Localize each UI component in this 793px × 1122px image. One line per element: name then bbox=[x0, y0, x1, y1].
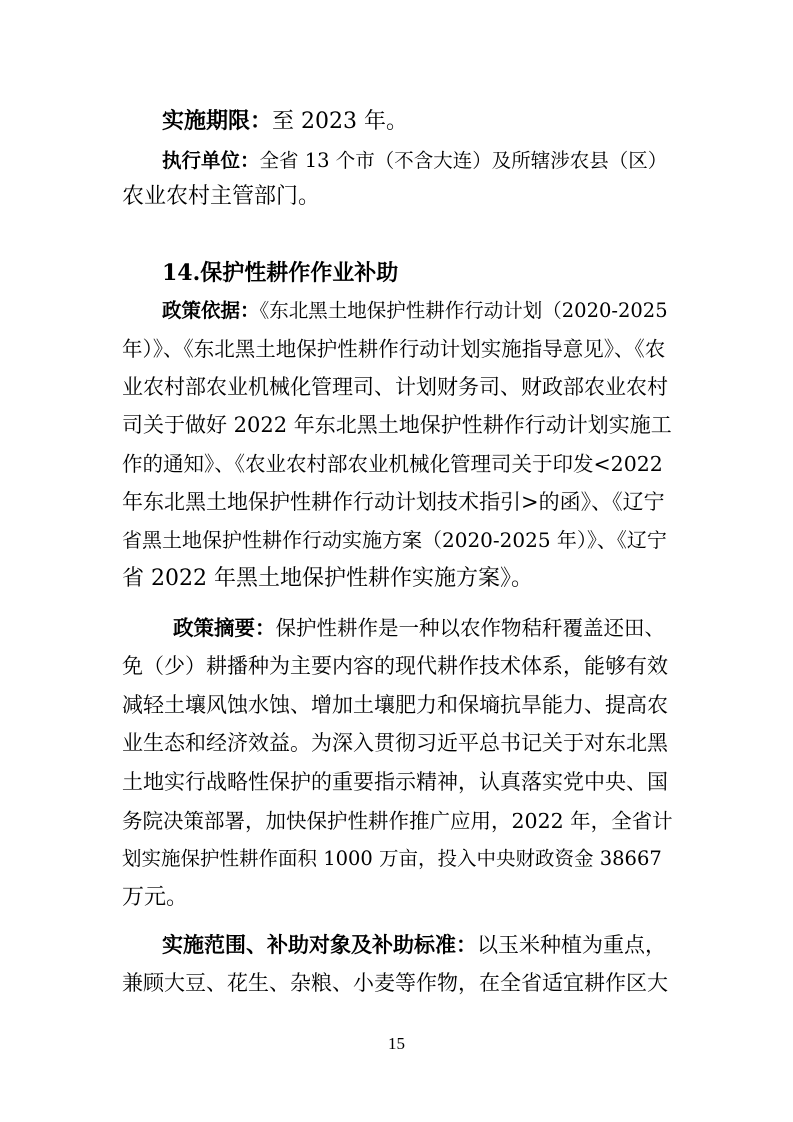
summary-text-1: 保护性耕作是一种以农作物秸秆覆盖还田、 bbox=[275, 616, 665, 640]
summary-line-2: 免（少）耕播种为主要内容的现代耕作技术体系，能够有效 bbox=[122, 654, 668, 678]
period-text: 至 2023 年。 bbox=[272, 109, 408, 134]
summary-line-7: 划实施保护性耕作面积 1000 万亩，投入中央财政资金 38667 bbox=[122, 847, 662, 870]
summary-line-1 bbox=[173, 613, 675, 643]
unit-line-2: 农业农村主管部门。 bbox=[122, 184, 321, 209]
basis-line-7: 省黑土地保护性耕作行动实施方案（2020-2025 年）》、《辽宁 bbox=[122, 528, 667, 552]
summary-label: 政策摘要： bbox=[173, 616, 276, 640]
summary-line-6: 务院决策部署，加快保护性耕作推广应用，2022 年，全省计 bbox=[122, 809, 673, 833]
section-heading: 14.保护性耕作作业补助 bbox=[162, 260, 399, 286]
period-line bbox=[162, 106, 675, 137]
basis-line-3: 业农村部农业机械化管理司、计划财务司、财政部农业农村 bbox=[122, 375, 668, 399]
summary-line-3: 减轻土壤风蚀水蚀、增加土壤肥力和保墒抗旱能力、提高农 bbox=[122, 693, 668, 717]
scope-line-1 bbox=[162, 930, 675, 960]
summary-line-4: 业生态和经济效益。为深入贯彻习近平总书记关于对东北黑 bbox=[122, 731, 668, 755]
basis-text-1: 《东北黑土地保护性耕作行动计划（2020-2025 bbox=[259, 299, 668, 322]
basis-line-1 bbox=[162, 296, 675, 326]
basis-line-6: 年东北黑土地保护性耕作行动计划技术指引>的函》、《辽宁 bbox=[122, 490, 665, 514]
basis-line-8: 省 2022 年黑土地保护性耕作实施方案》。 bbox=[122, 566, 533, 591]
basis-line-4: 司关于做好 2022 年东北黑土地保护性耕作行动计划实施工 bbox=[122, 413, 672, 437]
summary-line-5: 土地实行战略性保护的重要指示精神，认真落实党中央、国 bbox=[122, 770, 668, 794]
page-number: 15 bbox=[388, 1034, 405, 1053]
unit-label: 执行单位： bbox=[162, 149, 260, 172]
scope-line-2: 兼顾大豆、花生、杂粮、小麦等作物，在全省适宜耕作区大 bbox=[122, 971, 668, 995]
basis-line-2: 年）》、《东北黑土地保护性耕作行动计划实施指导意见》、《农 bbox=[122, 337, 666, 361]
period-label: 实施期限： bbox=[162, 108, 273, 134]
scope-text-1: 以玉米种植为重点， bbox=[477, 933, 666, 957]
basis-label: 政策依据： bbox=[162, 299, 260, 322]
scope-label: 实施范围、补助对象及补助标准： bbox=[162, 932, 477, 957]
summary-line-8: 万元。 bbox=[122, 885, 189, 910]
basis-line-5: 作的通知》、《农业农村部农业机械化管理司关于印发<2022 bbox=[122, 452, 663, 476]
unit-line-1 bbox=[162, 146, 675, 176]
unit-text-1: 全省 13 个市（不含大连）及所辖涉农县（区） bbox=[259, 149, 668, 172]
